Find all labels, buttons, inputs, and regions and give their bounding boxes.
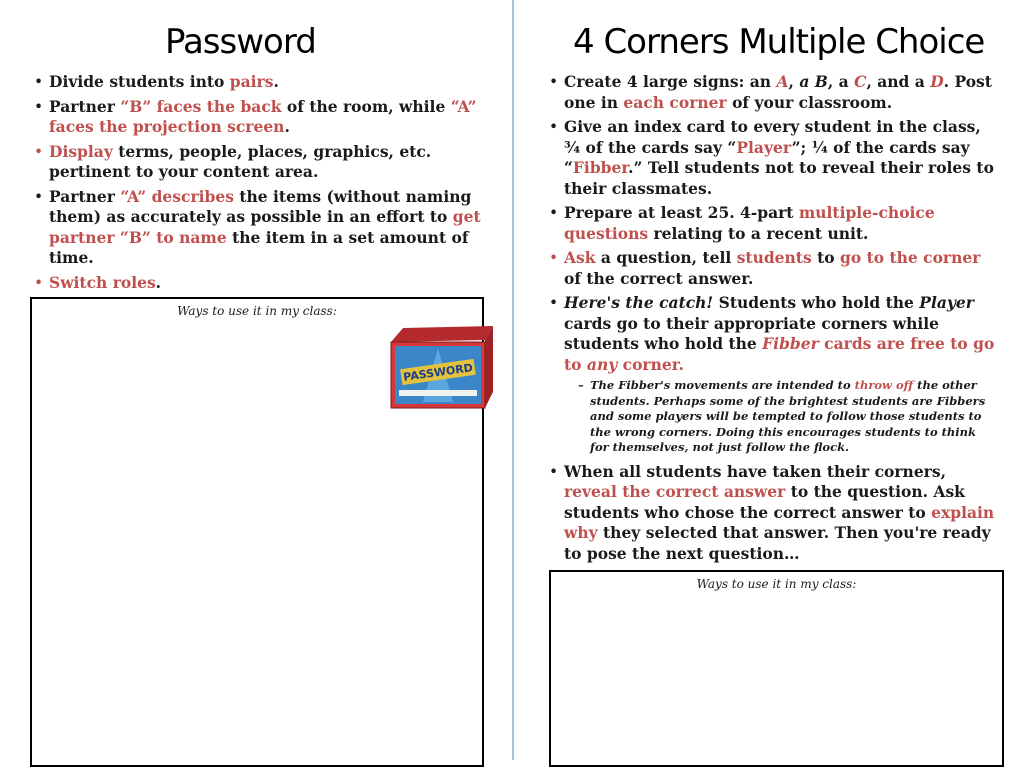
list-item: • Partner “A” describes the items (without naming them) as accurately as possible in an effort to get partner “B” to name the item in a set amount of time.: [31, 187, 481, 269]
column-divider: [512, 0, 514, 760]
four-corners-bullet-list: [546, 72, 996, 568]
list-item: • Prepare at least 25. 4-part multiple-choice questions relating to a recent unit.: [546, 203, 996, 244]
password-bullet-list: [31, 72, 481, 297]
list-item: • Partner “B” faces the back of the room, while “A” faces the projection screen.: [31, 97, 481, 138]
list-item: • Display terms, people, places, graphics, etc. pertinent to your content area.: [31, 142, 481, 183]
svg-text:PASSWORD: PASSWORD: [402, 361, 474, 384]
list-item: • Here's the catch! Students who hold the Player cards go to their appropriate corners while students who hold the Fibber cards are free to go to any corner. – The Fibber's movements are intended to throw off the other students. Perhaps some of the brightest students are Fibbers and some players will be tempted to follow those students to the wrong corners. Doing this encourages students to think for themselves, not just follow the flock.: [546, 293, 996, 456]
list-item: • Ask a question, tell students to go to the corner of the correct answer.: [546, 248, 996, 289]
notes-box-four-corners[interactable]: [549, 570, 1004, 767]
list-item: • Give an index card to every student in the class, ¾ of the cards say “Player”; ¼ of the cards say “Fibber.” Tell students not to reveal their roles to their classmates.: [546, 117, 996, 199]
sub-list-item: – The Fibber's movements are intended to throw off the other students. Perhaps some of the brightest students are Fibbers and some players will be tempted to follow those students to the wrong corners. Doing this encourages students to think for themselves, not just follow the flock.: [564, 378, 996, 456]
list-item: • When all students have taken their corners, reveal the correct answer to the question. Ask students who chose the correct answer to explain why they selected that answer. Then you're ready to pose the next question…: [546, 462, 996, 565]
list-item: • Create 4 large signs: an A, a B, a C, and a D. Post one in each corner of your classroom.: [546, 72, 996, 113]
password-game-box-image: [389, 322, 493, 410]
list-item: • Divide students into pairs.: [31, 72, 481, 93]
password-title: Password: [165, 22, 316, 62]
list-item: • Switch roles.: [31, 273, 481, 294]
notes-box-label: Ways to use it in my class:: [177, 304, 337, 318]
sub-list: [564, 378, 996, 456]
notes-box-label: Ways to use it in my class:: [696, 577, 857, 591]
four-corners-title: 4 Corners Multiple Choice: [573, 22, 985, 62]
